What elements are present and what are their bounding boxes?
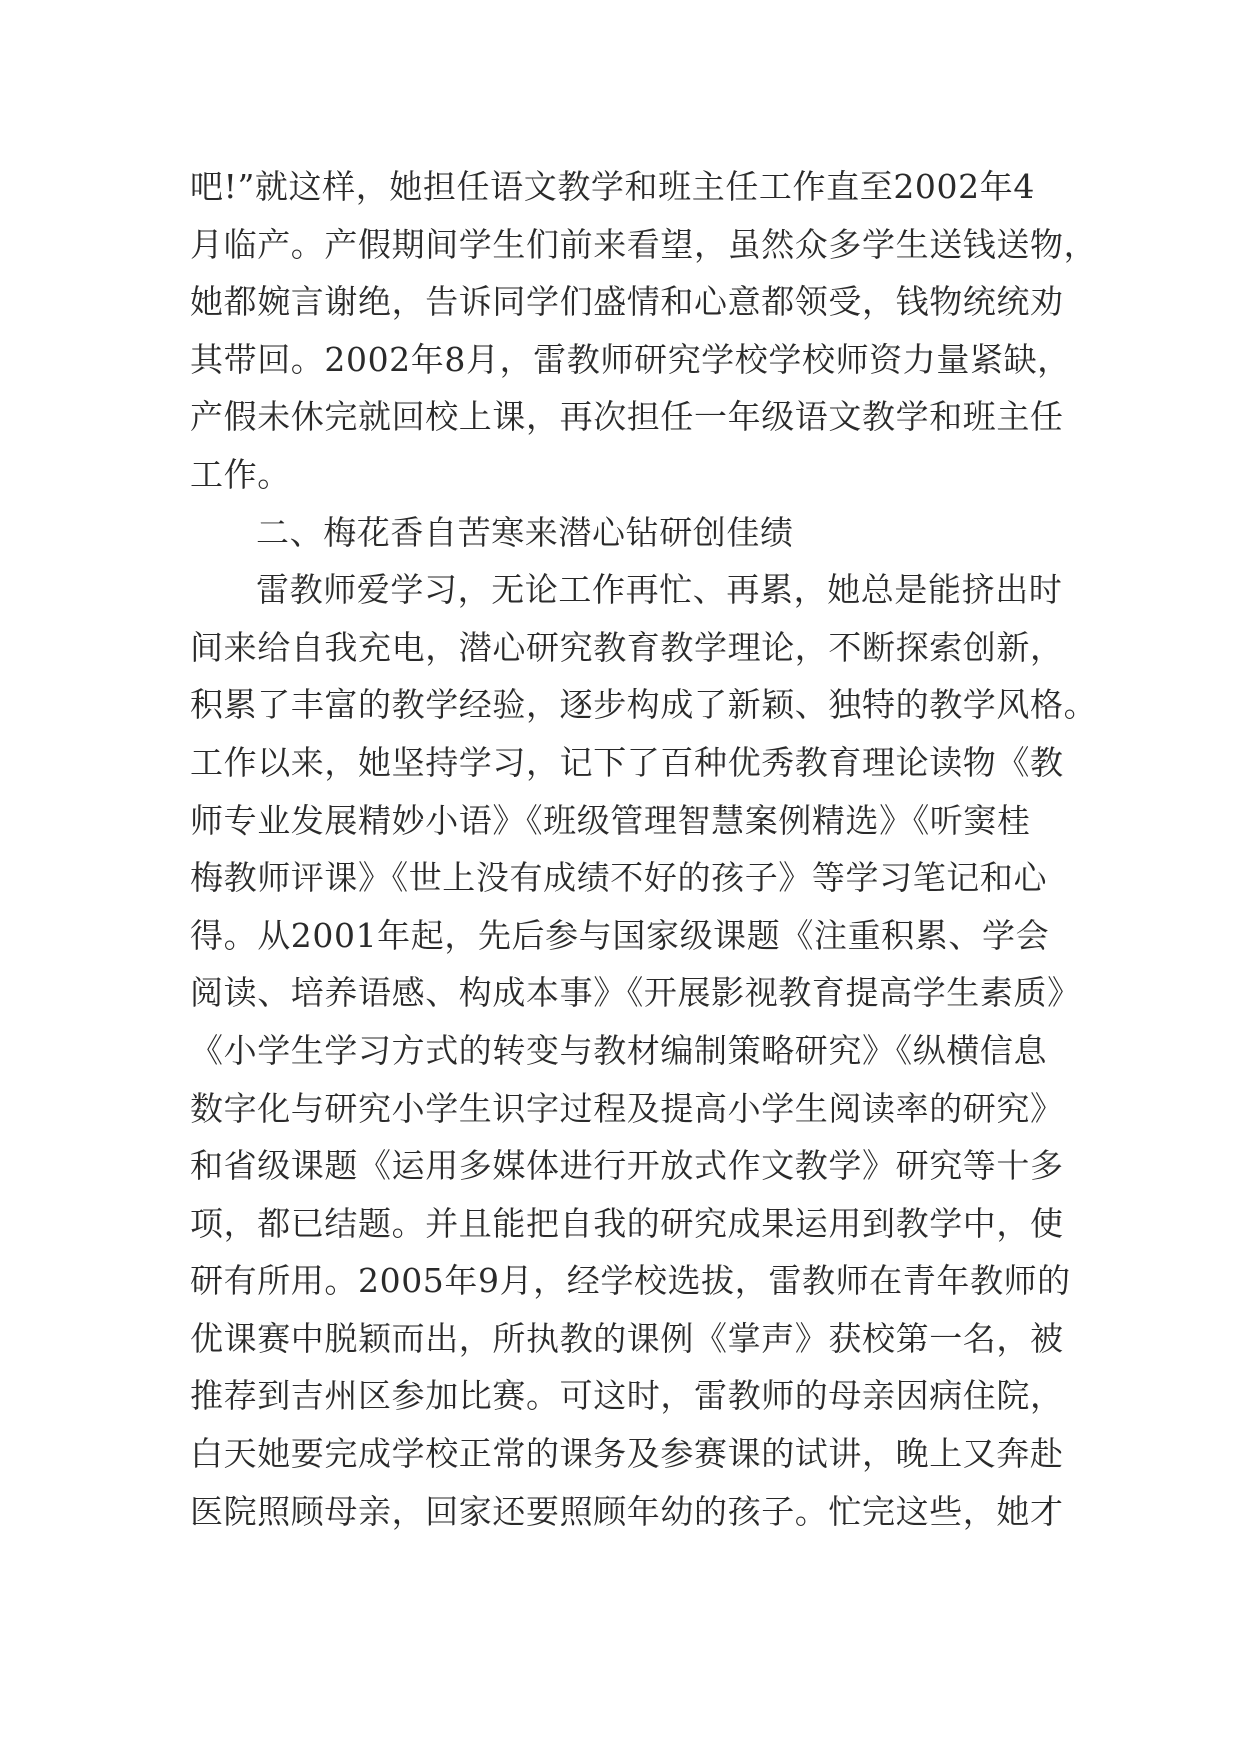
text-line: 项，都已结题。并且能把自我的研究成果运用到教学中，使 bbox=[190, 1203, 1064, 1243]
text-line: 师专业发展精妙小语》《班级管理智慧案例精选》《听窦桂 bbox=[190, 800, 1031, 840]
text-line: 阅读、培养语感、构成本事》《开展影视教育提高学生素质》 bbox=[190, 973, 1081, 1013]
text-line: 和省级课题《运用多媒体进行开放式作文教学》研究等十多 bbox=[190, 1146, 1064, 1186]
text-line: 梅教师评课》《世上没有成绩不好的孩子》等学习笔记和心 bbox=[190, 858, 1048, 898]
text-line: 月临产。产假期间学生们前来看望，虽然众多学生送钱送物， bbox=[190, 224, 1098, 264]
text-line: 其带回。2002年8月，雷教师研究学校学校师资力量紧缺， bbox=[190, 339, 1071, 379]
text-line: 数字化与研究小学生识字过程及提高小学生阅读率的研究》 bbox=[190, 1088, 1064, 1128]
text-line: 工作。 bbox=[190, 454, 291, 494]
text-line: 推荐到吉州区参加比赛。可这时，雷教师的母亲因病住院， bbox=[190, 1376, 1064, 1416]
section-heading: 二、梅花香自苦寒来潜心钻研创佳绩 bbox=[256, 512, 794, 552]
text-line: 积累了丰富的教学经验，逐步构成了新颖、独特的教学风格。 bbox=[190, 685, 1098, 725]
text-line: 产假未休完就回校上课，再次担任一年级语文教学和班主任 bbox=[190, 397, 1064, 437]
text-line: 她都婉言谢绝，告诉同学们盛情和心意都领受，钱物统统劝 bbox=[190, 282, 1064, 322]
text-line: 研有所用。2005年9月，经学校选拔，雷教师在青年教师的 bbox=[190, 1261, 1071, 1301]
text-line: 《小学生学习方式的转变与教材编制策略研究》《纵横信息 bbox=[190, 1030, 1048, 1070]
text-line: 吧!”就这样，她担任语文教学和班主任工作直至2002年4 bbox=[190, 167, 1035, 206]
text-line: 得。从2001年起，先后参与国家级课题《注重积累、学会 bbox=[190, 915, 1050, 955]
body-text bbox=[190, 158, 1098, 1540]
text-line: 间来给自我充电，潜心研究教育教学理论，不断探索创新， bbox=[190, 627, 1064, 667]
text-line: 白天她要完成学校正常的课务及参赛课的试讲，晚上又奔赴 bbox=[190, 1434, 1064, 1474]
text-line: 医院照顾母亲，回家还要照顾年幼的孩子。忙完这些，她才 bbox=[190, 1491, 1064, 1531]
text-line: 工作以来，她坚持学习，记下了百种优秀教育理论读物《教 bbox=[190, 742, 1064, 782]
text-line: 优课赛中脱颖而出，所执教的课例《掌声》获校第一名，被 bbox=[190, 1318, 1064, 1358]
paragraph-first-line: 雷教师爱学习，无论工作再忙、再累，她总是能挤出时 bbox=[256, 570, 1063, 610]
